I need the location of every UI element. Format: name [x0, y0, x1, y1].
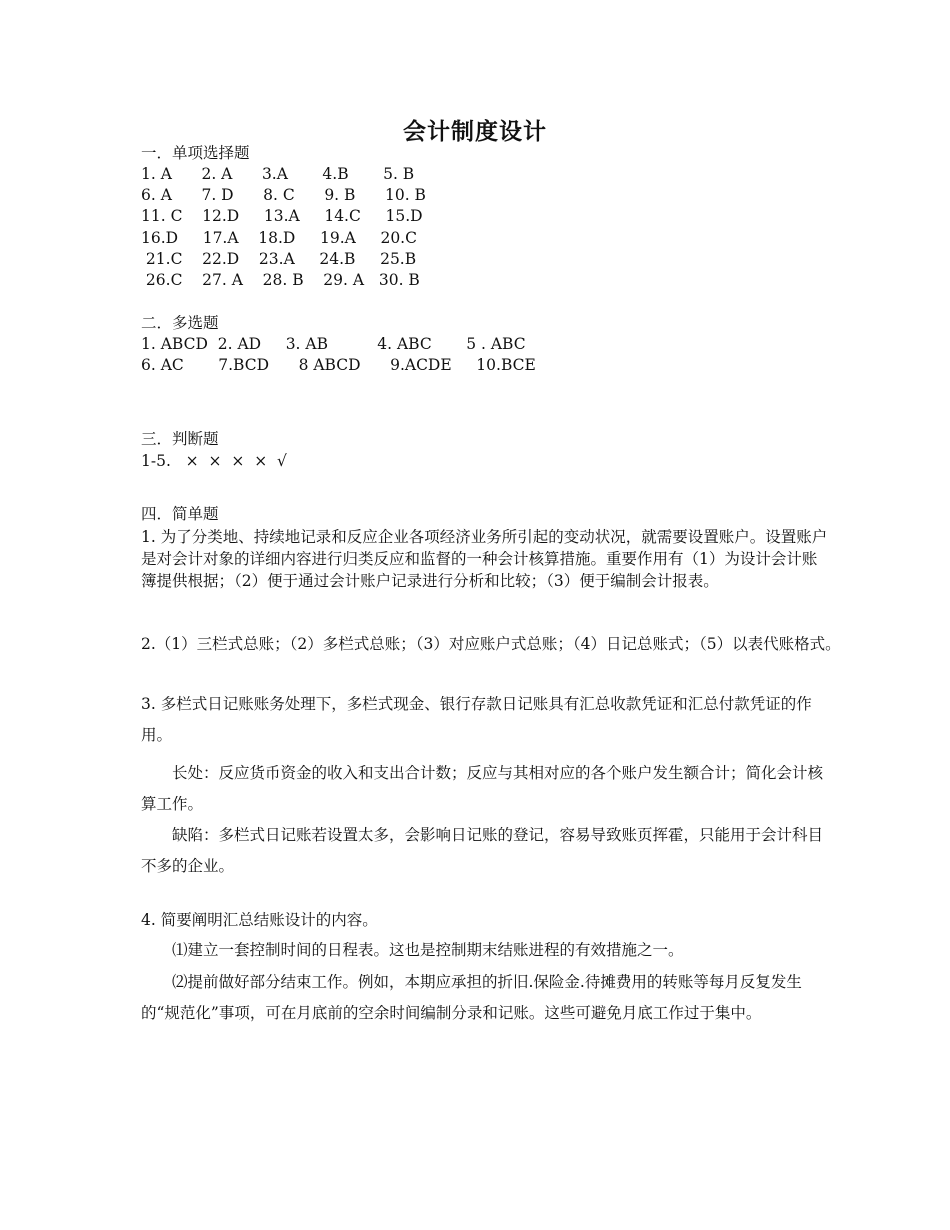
answer-row: 6. AC 7.BCD 8 ABCD 9.ACDE 10.BCE	[141, 356, 536, 374]
section-heading-single-choice: 一．单项选择题	[141, 144, 250, 162]
section-heading-true-false: 三．判断题	[141, 430, 219, 448]
answer-row: 11. C 12.D 13.A 14.C 15.D	[141, 207, 423, 225]
answer-paragraph-4-item-2: ⑵提前做好部分结束工作。例如，本期应承担的折旧.保险金.待摊费用的转账等每月反复发生的“规范化”事项，可在月底前的空余时间编制分录和记账。这些可避免月底工作过于集中。	[141, 973, 802, 1022]
document-title: 会计制度设计	[403, 118, 547, 145]
answer-row: 21.C 22.D 23.A 24.B 25.B	[141, 250, 417, 268]
answer-row: 16.D 17.A 18.D 19.A 20.C	[141, 229, 417, 247]
answer-paragraph-4-intro: 4. 简要阐明汇总结账设计的内容。	[141, 911, 378, 929]
section-heading-short-answer: 四．简单题	[141, 505, 219, 523]
answer-paragraph-3-pros: 长处：反应货币资金的收入和支出合计数；反应与其相对应的各个账户发生额合计；简化会计核算工作。	[141, 764, 824, 813]
answer-paragraph-1: 1. 为了分类地、持续地记录和反应企业各项经济业务所引起的变动状况，就需要设置账户。设置账户是对会计对象的详细内容进行归类反应和监督的一种会计核算措施。重要作用有（1）为设计会计账簿提供根据；（2）便于通过会计账户记录进行分析和比较；（3）便于编制会计报表。	[141, 528, 828, 590]
answer-row: 1. ABCD 2. AD 3. AB 4. ABC 5 . ABC	[141, 335, 526, 353]
answer-row: 26.C 27. A 28. B 29. A 30. B	[141, 271, 420, 289]
answer-paragraph-2: 2.（1）三栏式总账；（2）多栏式总账；（3）对应账户式总账；（4）日记总账式；（5）以表代账格式。	[141, 635, 841, 653]
answer-row: 1. A 2. A 3.A 4.B 5. B	[141, 165, 415, 183]
section-heading-multiple-choice: 二．多选题	[141, 314, 219, 332]
answer-row: 6. A 7. D 8. C 9. B 10. B	[141, 186, 426, 204]
answer-paragraph-4-item-1: ⑴建立一套控制时间的日程表。这也是控制期末结账进程的有效措施之一。	[172, 941, 684, 959]
answer-row: 1-5. × × × × √	[141, 452, 287, 470]
answer-paragraph-3-intro: 3. 多栏式日记账账务处理下，多栏式现金、银行存款日记账具有汇总收款凭证和汇总付款凭证的作用。	[141, 695, 812, 744]
answer-paragraph-3-cons: 缺陷：多栏式日记账若设置太多，会影响日记账的登记，容易导致账页挥霍，只能用于会计科目不多的企业。	[141, 826, 824, 875]
